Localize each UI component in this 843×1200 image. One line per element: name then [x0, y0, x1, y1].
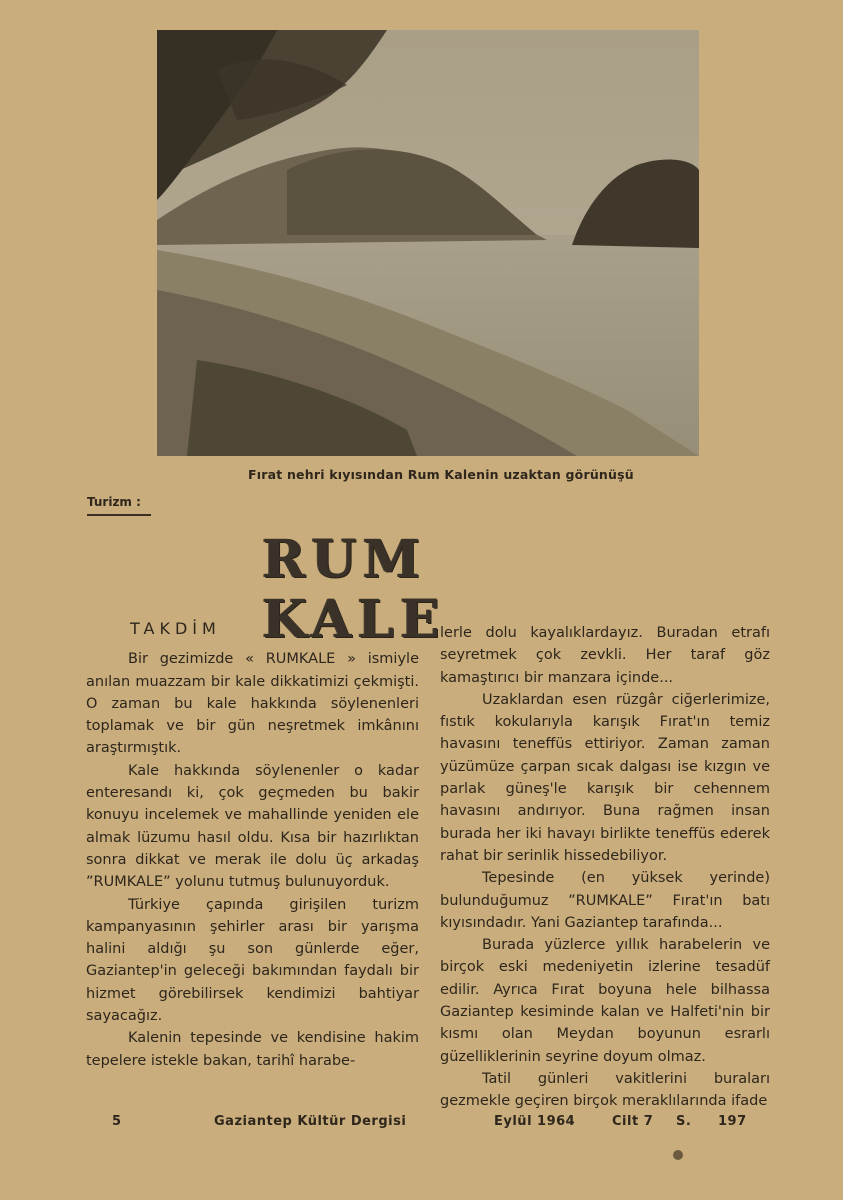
paragraph: Uzaklardan esen rüzgâr ciğerlerimize, fıstık kokularıyla karışık Fırat'ın temiz havasını teneffüs ettiriyor. Zaman zaman yüzümüze çarpan sıcak dalgası ise kızgın ve parlak güneş'le karışık bir cehennem havasını andırıyor. Buna rağmen insan burada her iki havayı birlikte teneffüs ederek rahat bir serinlik hissedebiliyor. — [440, 691, 770, 864]
ink-blot — [673, 1150, 683, 1160]
paragraph: Tatil günleri vakitlerini buraları gezmekle geçiren birçok meraklılarında ifade — [440, 1070, 770, 1110]
magazine-name: Gaziantep Kültür Dergisi — [214, 1114, 407, 1129]
photo-caption: Fırat nehri kıyısından Rum Kalenin uzaktan görünüşü — [248, 467, 634, 482]
river-landscape-image — [157, 30, 699, 456]
paragraph: lerle dolu kayalıklardayız. Buradan etrafı seyretmek çok zevkli. Her taraf göz kamaştırıcı bir manzara içinde... — [440, 625, 770, 686]
volume: Cilt 7 — [612, 1114, 654, 1129]
rumkale-photo — [157, 30, 699, 456]
paragraph: Kalenin tepesinde ve kendisine hakim tepelere istekle bakan, tarihî harabe- — [86, 1030, 419, 1069]
section-label: Turizm : — [87, 495, 141, 509]
section-divider — [87, 514, 151, 516]
article-subheading: TAKDİM — [130, 619, 221, 638]
paragraph: Türkiye çapında girişilen turizm kampanyasının şehirler arası bir yarışma halini aldığı şu son günlerde eğer, Gaziantep'in geleceği bakımından faydalı bir hizmet görebilirsek kendimizi bahtiyar sayacağız. — [86, 896, 419, 1025]
paragraph: Bir gezimizde « RUMKALE » ismiyle anılan muazzam bir kale dikkatimizi çekmişti. O zaman bu kale hakkında söylenenleri toplamak ve bir gün neşretmek imkânını araştırmıştık. — [86, 651, 419, 757]
article-column-right — [440, 622, 770, 1113]
page-number: 5 — [112, 1114, 122, 1129]
issue-number: 197 — [718, 1114, 747, 1129]
issue-label: S. — [676, 1114, 692, 1129]
paragraph: Kale hakkında söylenenler o kadar enteresandı ki, çok geçmeden bu bakir konuyu incelemek ve mahallinde yeniden ele almak lüzumu hasıl oldu. Kısa bir hazırlıktan sonra dikkat ve merak ile dolu üç arkadaş ”RUMKALE” yolunu tutmuş bulunuyorduk. — [86, 762, 419, 891]
article-column-left — [86, 618, 419, 1072]
issue-date: Eylül 1964 — [494, 1114, 576, 1129]
paragraph: Tepesinde (en yüksek yerinde) bulunduğumuz ”RUMKALE” Fırat'ın batı kıyısındadır. Yani Gaziantep tarafında... — [440, 870, 770, 931]
article-headline: RUM KALE — [262, 529, 446, 650]
paragraph: Burada yüzlerce yıllık harabelerin ve birçok eski medeniyetin izlerine tesadüf edilir. Ayrıca Fırat boyuna hele bilhassa Gaziantep kesiminde kalan ve Halfeti'nin bir kısmı olan Meydan boyunun esrarlı güzelliklerinin seyrine doyum olmaz. — [440, 937, 770, 1065]
